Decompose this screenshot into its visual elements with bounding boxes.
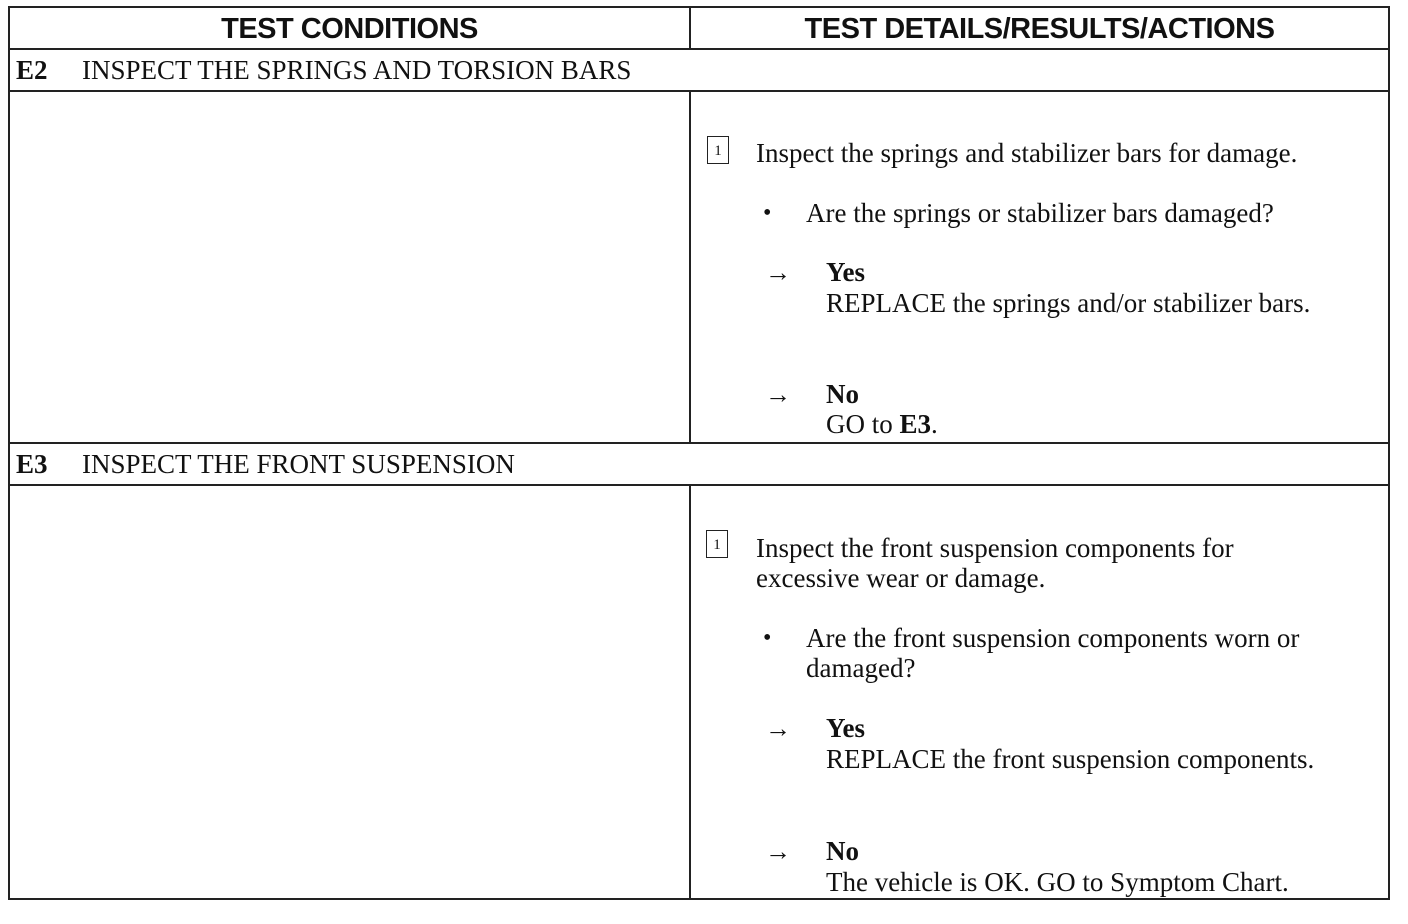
yes-label: Yes [826,257,865,287]
divider [10,484,1388,486]
column-divider [689,484,691,898]
no-action-suffix: . [931,409,938,439]
step-question-line1: Are the front suspension components worn or [806,623,1300,653]
step-number-box: 1 [707,136,729,164]
yes-action: REPLACE the front suspension components. [826,744,1315,774]
step-instruction-line1: Inspect the front suspension components for [756,533,1234,563]
no-action-prefix: GO to [826,409,900,439]
section-title: INSPECT THE SPRINGS AND TORSION BARS [82,55,632,85]
step-instruction-line2: excessive wear or damage. [756,563,1046,593]
column-divider [689,8,691,48]
header-test-details: TEST DETAILS/RESULTS/ACTIONS [804,13,1275,45]
step-number-box: 1 [706,530,728,558]
column-divider [689,90,691,442]
no-label: No [826,836,859,866]
step-question: Are the springs or stabilizer bars damaged? [806,198,1274,228]
section-id: E3 [16,449,48,479]
diagnostic-table [8,6,1390,900]
bullet-icon: • [763,625,772,651]
step-instruction: Inspect the springs and stabilizer bars for damage. [756,138,1298,168]
arrow-right-icon: → [765,837,791,866]
no-action: The vehicle is OK. GO to Symptom Chart. [826,867,1289,897]
no-action-ref: E3 [899,409,932,439]
section-title-e2 [16,50,631,90]
yes-action: REPLACE the springs and/or stabilizer bars. [826,288,1311,318]
arrow-right-icon: → [765,380,791,409]
divider [10,90,1388,92]
no-label: No [826,379,859,409]
step-question-line2: damaged? [806,653,916,683]
arrow-right-icon: → [765,258,791,287]
arrow-right-icon: → [765,714,791,743]
section-id: E2 [16,55,48,85]
bullet-icon: • [763,200,772,226]
no-action [826,409,938,439]
section-title: INSPECT THE FRONT SUSPENSION [82,449,515,479]
yes-label: Yes [826,713,865,743]
header-test-conditions: TEST CONDITIONS [221,13,478,45]
section-title-e3 [16,444,515,484]
